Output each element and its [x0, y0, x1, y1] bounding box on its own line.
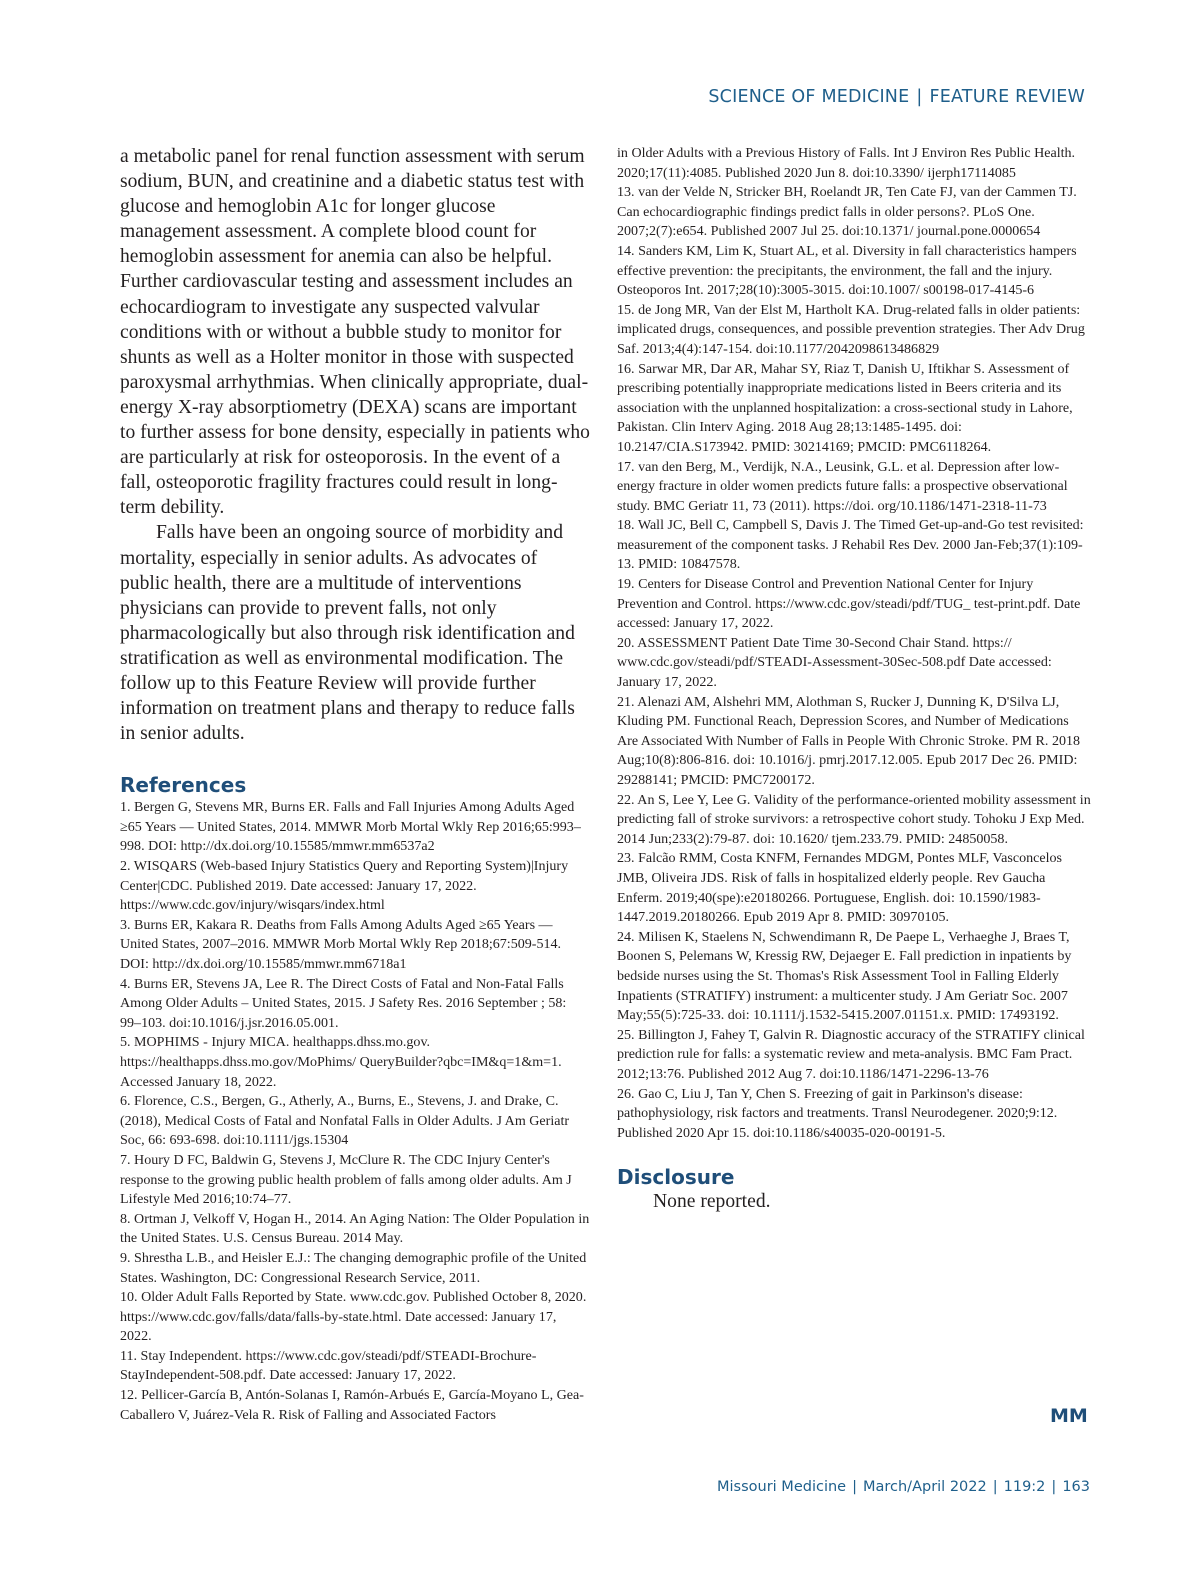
- reference-item: 8. Ortman J, Velkoff V, Hogan H., 2014. An Aging Nation: The Older Population in the United States. U.S. Census Bureau. 2014 May.: [120, 1210, 590, 1247]
- reference-item: 16. Sarwar MR, Dar AR, Mahar SY, Riaz T, Danish U, Iftikhar S. Assessment of prescribing potentially inappropriate medications listed in Beers criteria and its association with the unplanned hospitalization: a cross-sectional study in Lahore, Pakistan. Clin Interv Aging. 2018 Aug 28;13:1485-1495. doi: 10.2147/CIA.S173942. PMID: 30214169; PMCID: PMC6118264.: [617, 360, 1073, 455]
- reference-item: 4. Burns ER, Stevens JA, Lee R. The Direct Costs of Fatal and Non-Fatal Falls Among Older Adults – United States, 2015. J Safety Res. 2016 September ; 58: 99–103. doi:10.1016/j.jsr.2016.05.001.: [120, 975, 567, 1031]
- reference-item: 26. Gao C, Liu J, Tan Y, Chen S. Freezing of gait in Parkinson's disease: pathophysiology, risk factors and treatments. Transl Neurodegener. 2020;9:12. Published 2020 Apr 15. doi:10.1186/s40035-020-00191-5.: [617, 1085, 1058, 1141]
- body-paragraph-2: Falls have been an ongoing source of morbidity and mortality, especially in senior adults. As advocates of public health, there are a multitude of interventions physicians can provide to prevent falls, not only pharmacologically but also through risk identification and stratification as well as environmental modification. The follow up to this Feature Review will provide further information on treatment plans and therapy to reduce falls in senior adults.: [120, 522, 575, 745]
- reference-item: 10. Older Adult Falls Reported by State. www.cdc.gov. Published October 8, 2020. https://www.cdc.gov/falls/data/falls-by-state.html. Date accessed: January 17, 2022.: [120, 1289, 587, 1345]
- header-category: FEATURE REVIEW: [929, 87, 1085, 107]
- references-heading: References: [120, 773, 247, 798]
- body-paragraph-1: a metabolic panel for renal function assessment with serum sodium, BUN, and creatinine and a diabetic status test with glucose and hemoglobin A1c for longer glucose management assessment. A complete blood count for hemoglobin assessment for anemia can also be helpful. Further cardiovascular testing and assessment includes an echocardiogram to investigate any suspected valvular conditions with or without a bubble study to monitor for shunts as well as a Holter monitor in those with suspected paroxysmal arrhythmias. When clinically appropriate, dual-energy X-ray absorptiometry (DEXA) scans are important to further assess for bone density, especially in patients who are particularly at risk for osteoporosis. In the event of a fall, osteoporotic fragility fractures could result in long-term debility.: [120, 146, 590, 519]
- reference-item: 24. Milisen K, Staelens N, Schwendimann R, De Paepe L, Verhaeghe J, Braes T, Boonen S, Pelemans W, Kressig RW, Dejaeger E. Fall prediction in inpatients by bedside nurses using the St. Thomas's Risk Assessment Tool in Falling Elderly Inpatients (STRATIFY) instrument: a multicenter study. J Am Geriatr Soc. 2007 May;55(5):725-33. doi: 10.1111/j.1532-5415.2007.01151.x. PMID: 17493192.: [617, 928, 1072, 1024]
- reference-item: in Older Adults with a Previous History of Falls. Int J Environ Res Public Health. 2020;17(11):4085. Published 2020 Jun 8. doi:10.3390/ ijerph17114085: [617, 145, 1076, 181]
- page-footer: [717, 1479, 1090, 1495]
- end-mark: MM: [1050, 1405, 1088, 1427]
- reference-item: 12. Pellicer-García B, Antón-Solanas I, Ramón-Arbués E, García-Moyano L, Gea-Caballero V, Juárez-Vela R. Risk of Falling and Associated Factors: [120, 1387, 584, 1423]
- footer-journal: Missouri Medicine: [717, 1479, 847, 1495]
- reference-item: 25. Billington J, Fahey T, Galvin R. Diagnostic accuracy of the STRATIFY clinical prediction rule for falls: a systematic review and meta-analysis. BMC Fam Pract. 2012;13:76. Published 2012 Aug 7. doi:10.1186/1471-2296-13-76: [617, 1026, 1085, 1082]
- reference-item: 5. MOPHIMS - Injury MICA. healthapps.dhss.mo.gov. https://healthapps.dhss.mo.gov/MoPhims/ QueryBuilder?qbc=IM&q=1&m=1. Accessed January 18, 2022.: [120, 1034, 562, 1090]
- reference-item: 7. Houry D FC, Baldwin G, Stevens J, McClure R. The CDC Injury Center's response to the growing public health problem of falls among older adults. Am J Lifestyle Med 2016;10:74–77.: [120, 1151, 572, 1208]
- reference-item: 11. Stay Independent. https://www.cdc.gov/steadi/pdf/STEADI-Brochure-StayIndependent-508.pdf. Date accessed: January 17, 2022.: [120, 1347, 537, 1384]
- running-header: [708, 87, 1085, 107]
- page-number: 163: [1062, 1479, 1090, 1495]
- reference-item: 9. Shrestha L.B., and Heisler E.J.: The changing demographic profile of the United States. Washington, DC: Congressional Research Service, 2011.: [120, 1249, 587, 1286]
- references-list-right: [617, 144, 1092, 1143]
- left-column: [120, 144, 590, 1425]
- reference-item: 3. Burns ER, Kakara R. Deaths from Falls Among Adults Aged ≥65 Years — United States, 2007–2016. MMWR Morb Mortal Wkly Rep 2018;67:509-514. DOI: http://dx.doi.org/10.15585/mmwr.mm6718a1: [120, 916, 562, 972]
- footer-separator: |: [992, 1479, 998, 1495]
- reference-item: 18. Wall JC, Bell C, Campbell S, Davis J. The Timed Get-up-and-Go test revisited: measurement of the component tasks. J Rehabil Res Dev. 2000 Jan-Feb;37(1):109-13. PMID: 10847578.: [617, 517, 1084, 573]
- reference-item: 2. WISQARS (Web-based Injury Statistics Query and Reporting System)|Injury Center|CDC. Published 2019. Date accessed: January 17, 2022. https://www.cdc.gov/injury/wisqars/index.html: [120, 858, 569, 914]
- right-column: [617, 144, 1092, 1213]
- reference-item: 20. ASSESSMENT Patient Date Time 30-Second Chair Stand. https:// www.cdc.gov/steadi/pdf/STEADI-Assessment-30Sec-508.pdf Date accessed: January 17, 2022.: [617, 634, 1052, 691]
- reference-item: 1. Bergen G, Stevens MR, Burns ER. Falls and Fall Injuries Among Adults Aged ≥65 Years — United States, 2014. MMWR Morb Mortal Wkly Rep 2016;65:993–998. DOI: http://dx.doi.org/10.15585/mmwr.mm6537a2: [120, 799, 581, 855]
- header-section: SCIENCE OF MEDICINE: [708, 87, 910, 107]
- footer-volume: 119:2: [1003, 1479, 1046, 1495]
- footer-separator: |: [1051, 1479, 1057, 1495]
- footer-separator: |: [852, 1479, 857, 1495]
- header-separator: |: [916, 87, 923, 107]
- references-list-left: [120, 798, 590, 1425]
- reference-item: 14. Sanders KM, Lim K, Stuart AL, et al. Diversity in fall characteristics hampers effective prevention: the precipitants, the environment, the fall and the injury. Osteoporos Int. 2017;28(10):3005-3015. doi:10.1007/ s00198-017-4145-6: [617, 242, 1077, 299]
- footer-issue: March/April 2022: [862, 1479, 987, 1495]
- disclosure-heading: Disclosure: [617, 1165, 735, 1190]
- reference-item: 22. An S, Lee Y, Lee G. Validity of the performance-oriented mobility assessment in predicting fall of stroke survivors: a retrospective cohort study. Tohoku J Exp Med. 2014 Jun;233(2):79-87. doi: 10.1620/ tjem.233.79. PMID: 24850058.: [617, 791, 1091, 847]
- reference-item: 17. van den Berg, M., Verdijk, N.A., Leusink, G.L. et al. Depression after low-energy fracture in older women predicts future falls: a prospective observational study. BMC Geriatr 11, 73 (2011). https://doi. org/10.1186/1471-2318-11-73: [617, 458, 1068, 514]
- reference-item: 21. Alenazi AM, Alshehri MM, Alothman S, Rucker J, Dunning K, D'Silva LJ, Kluding PM. Functional Reach, Depression Scores, and Number of Medications Are Associated With Number of Falls in People With Chronic Stroke. PM R. 2018 Aug;10(8):806-816. doi: 10.1016/j. pmrj.2017.12.005. Epub 2017 Dec 26. PMID: 29288141; PMCID: PMC7200172.: [617, 693, 1081, 788]
- disclosure-text: None reported.: [653, 1191, 771, 1213]
- reference-item: 13. van der Velde N, Stricker BH, Roelandt JR, Ten Cate FJ, van der Cammen TJ. Can echocardiographic findings predict falls in older persons?. PLoS One. 2007;2(7):e654. Published 2007 Jul 25. doi:10.1371/ journal.pone.0000654: [617, 184, 1077, 240]
- reference-item: 15. de Jong MR, Van der Elst M, Hartholt KA. Drug-related falls in older patients: implicated drugs, consequences, and possible prevention strategies. Ther Adv Drug Saf. 2013;4(4):147-154. doi:10.1177/2042098613486829: [617, 301, 1085, 357]
- reference-item: 19. Centers for Disease Control and Prevention National Center for Injury Prevention and Control. https://www.cdc.gov/steadi/pdf/TUG_ test-print.pdf. Date accessed: January 17, 2022.: [617, 576, 1081, 632]
- reference-item: 23. Falcão RMM, Costa KNFM, Fernandes MDGM, Pontes MLF, Vasconcelos JMB, Oliveira JDS. Risk of falls in hospitalized elderly people. Rev Gaucha Enferm. 2019;40(spe):e20180266. Portuguese, English. doi: 10.1590/1983-1447.2019.20180266. Epub 2019 Apr 8. PMID: 30970105.: [617, 850, 1062, 926]
- reference-item: 6. Florence, C.S., Bergen, G., Atherly, A., Burns, E., Stevens, J. and Drake, C. (2018), Medical Costs of Fatal and Nonfatal Falls in Older Adults. J Am Geriatr Soc, 66: 693-698. doi:10.1111/jgs.15304: [120, 1093, 570, 1149]
